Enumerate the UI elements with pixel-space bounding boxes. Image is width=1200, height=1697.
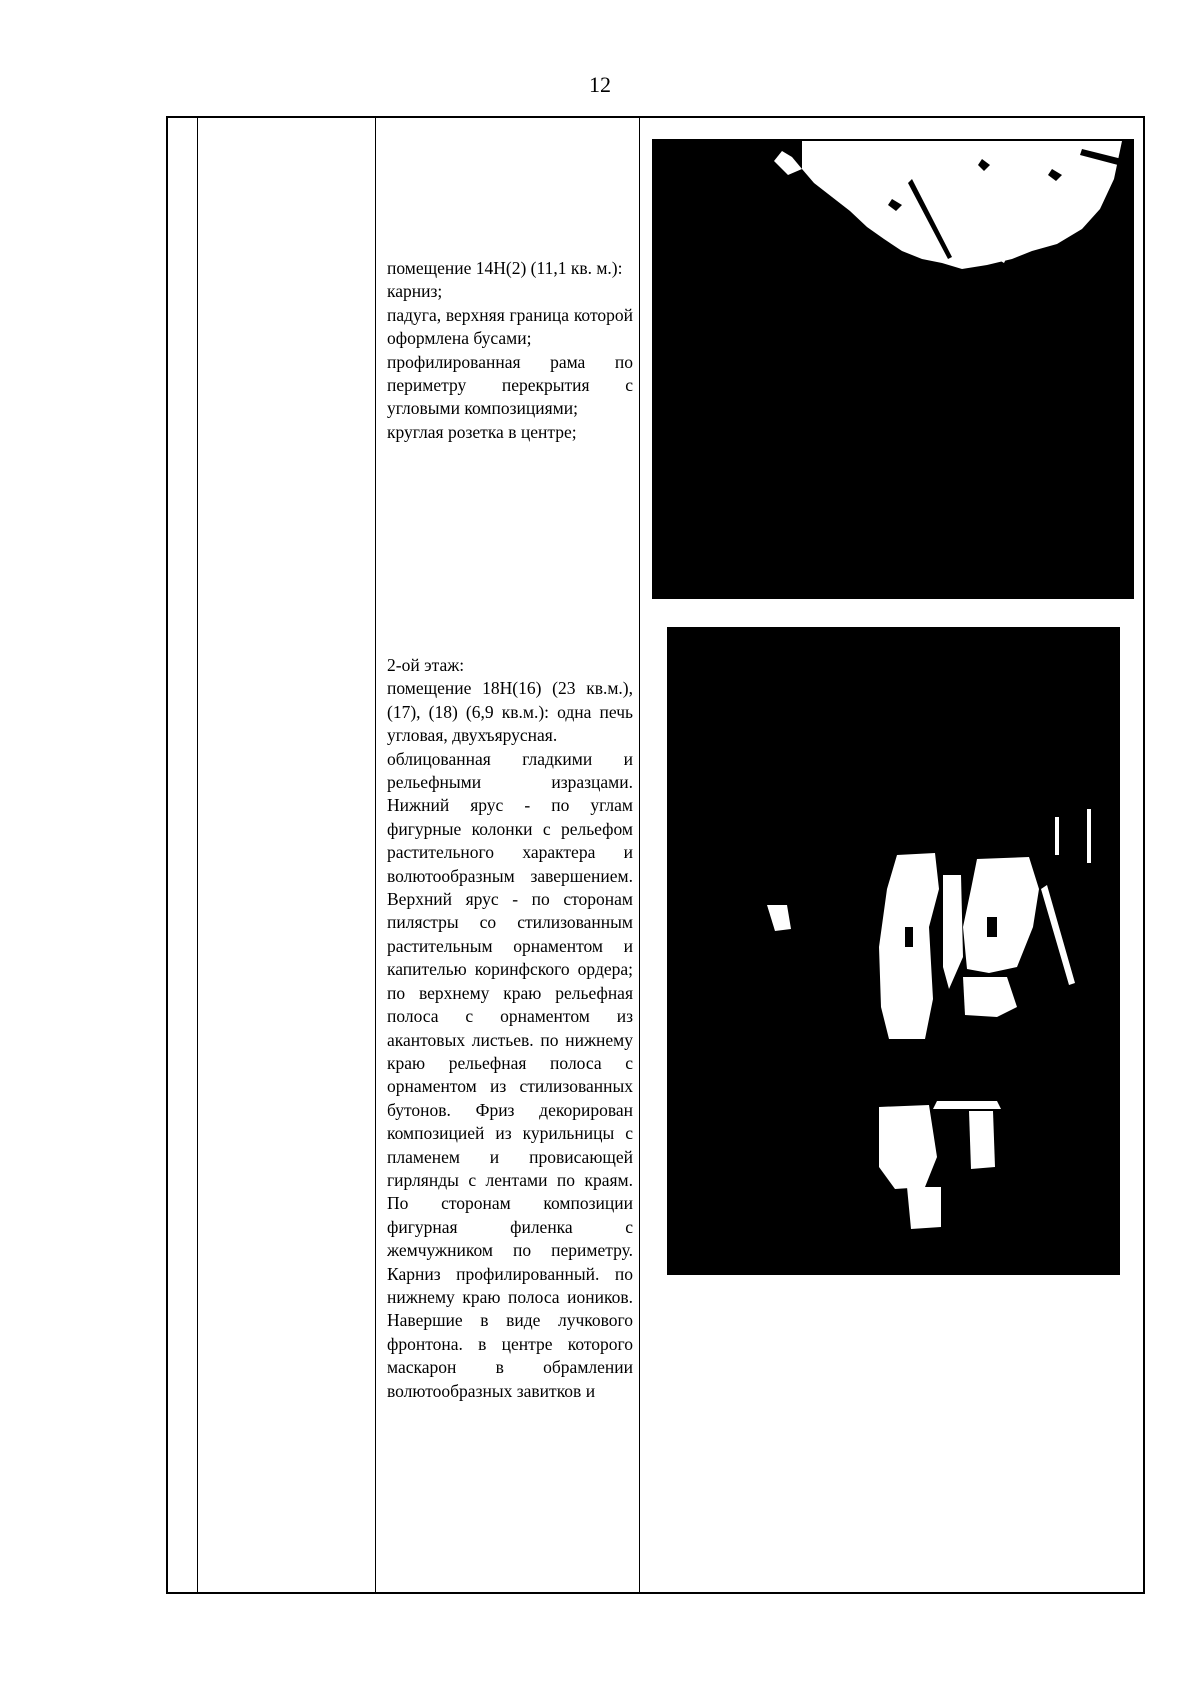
page-number: 12 bbox=[589, 72, 611, 97]
row-1-description bbox=[387, 257, 633, 444]
row-2-line-1: 2-ой этаж: bbox=[387, 655, 465, 675]
row-1-line-3: падуга, верхняя граница которой оформлена бусами; bbox=[387, 304, 633, 349]
column-divider-3 bbox=[639, 116, 640, 1594]
row-2-description bbox=[387, 654, 633, 1403]
stove-photo-icon bbox=[667, 627, 1120, 1275]
row-2-line-2: помещение 18Н(16) (23 кв.м.), (17), (18) (6,9 кв.м.): одна печь угловая, двухъярусная. bbox=[387, 678, 633, 746]
column-divider-2 bbox=[375, 116, 376, 1594]
column-divider-1 bbox=[197, 116, 198, 1594]
row-1-line-5: круглая розетка в центре; bbox=[387, 421, 577, 442]
ceiling-photo-icon bbox=[652, 139, 1134, 599]
row-1-line-2: карниз; bbox=[387, 281, 443, 302]
row-1-line-1: помещение 14Н(2) (11,1 кв. м.): bbox=[387, 258, 623, 278]
row-1-line-4: профилированная рама по периметру перекрытия с угловыми композициями; bbox=[387, 351, 633, 419]
row-2-line-3: облицованная гладкими и рельефными изразцами. Нижний ярус - по углам фигурные колонки с рельефом растительного характера и волютообразным завершением. Верхний ярус - по сторонам пилястры со стилизованным растительным орнаментом и капителью коринфского ордера; по верхнему краю рельефная полоса с орнаментом из акантовых листьев. по нижнему краю рельефная полоса с орнаментом из стилизованных бутонов. Фриз декорирован композицией из курильницы с пламенем и провисающей гирлянды с лентами по краям. По сторонам композиции фигурная филенка с жемчужником по периметру. Карниз профилированный. по нижнему краю полоса иоников. Навершие в виде лучкового фронтона. в центре которого маскарон в обрамлении волютообразных завитков и bbox=[387, 748, 633, 1401]
